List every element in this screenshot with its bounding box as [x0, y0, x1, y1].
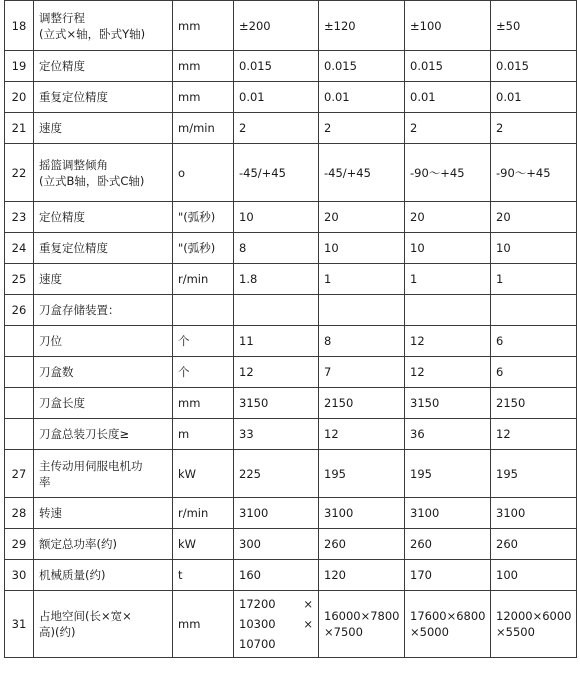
- row-number: 25: [5, 264, 34, 295]
- value-cell: 2150: [319, 388, 405, 419]
- value-cell: 20: [405, 202, 491, 233]
- value-cell: -90～+45: [491, 144, 577, 202]
- value-cell: 195: [405, 450, 491, 498]
- table-row: [5, 560, 577, 591]
- table-row: [5, 295, 577, 326]
- unit: "(弧秒): [173, 233, 234, 264]
- item-name: 刀盒数: [34, 357, 173, 388]
- value-line: 12000×6000: [496, 609, 572, 623]
- value-part: 17200: [239, 597, 276, 611]
- value-cell: 1: [319, 264, 405, 295]
- item-name: 速度: [34, 113, 173, 144]
- value-line: ×5000: [410, 625, 449, 639]
- item-name-line: (立式×轴，卧式Y轴): [39, 26, 146, 41]
- value-cell: 8: [234, 233, 319, 264]
- unit: mm: [173, 1, 234, 51]
- value-cell: 10: [319, 233, 405, 264]
- value-cell: 6: [491, 326, 577, 357]
- value-cell: 12: [234, 357, 319, 388]
- unit: kW: [173, 450, 234, 498]
- unit: mm: [173, 388, 234, 419]
- item-name-line: 高)(约): [39, 625, 76, 639]
- value-cell: 1: [405, 264, 491, 295]
- row-number: [5, 326, 34, 357]
- value-cell: 0.01: [319, 82, 405, 113]
- item-name: 额定总功率(约): [34, 529, 173, 560]
- table-row: [5, 202, 577, 233]
- value-cell: 120: [319, 560, 405, 591]
- value-cell: 100: [491, 560, 577, 591]
- item-name: [34, 1, 173, 51]
- value-cell: 3100: [491, 498, 577, 529]
- item-name: 重复定位精度: [34, 82, 173, 113]
- value-cell: [234, 591, 319, 658]
- row-number: 24: [5, 233, 34, 264]
- value-cell: 8: [319, 326, 405, 357]
- value-part: 10300: [239, 617, 276, 631]
- item-name: [34, 450, 173, 498]
- value-cell: 12: [405, 357, 491, 388]
- value-line: 16000×7800: [324, 609, 400, 623]
- item-name: 刀盒总装刀长度≥: [34, 419, 173, 450]
- value-cell: [319, 295, 405, 326]
- value-cell: -45/+45: [234, 144, 319, 202]
- item-name: 速度: [34, 264, 173, 295]
- value-cell: ±120: [319, 1, 405, 51]
- value-line: [239, 634, 313, 654]
- value-cell: 0.015: [491, 51, 577, 82]
- item-name: 转速: [34, 498, 173, 529]
- value-cell: 2: [319, 113, 405, 144]
- item-name-line: 主传动用伺服电机功: [39, 458, 143, 473]
- table-row: [5, 326, 577, 357]
- value-cell: 3150: [405, 388, 491, 419]
- value-cell: ±100: [405, 1, 491, 51]
- row-number: 30: [5, 560, 34, 591]
- row-number: [5, 419, 34, 450]
- value-part: 10700: [239, 637, 276, 651]
- value-cell: 20: [491, 202, 577, 233]
- unit: o: [173, 144, 234, 202]
- value-cell: [491, 591, 577, 658]
- value-cell: 225: [234, 450, 319, 498]
- value-cell: 260: [491, 529, 577, 560]
- row-number: 21: [5, 113, 34, 144]
- value-cell: 10: [491, 233, 577, 264]
- unit: m/min: [173, 113, 234, 144]
- unit: t: [173, 560, 234, 591]
- value-cell: 195: [491, 450, 577, 498]
- table-row: [5, 529, 577, 560]
- item-name: [34, 144, 173, 202]
- unit: m: [173, 419, 234, 450]
- item-name: [34, 591, 173, 658]
- value-line: [239, 614, 313, 634]
- item-name-line: (立式B轴，卧式C轴): [39, 173, 145, 188]
- row-number: [5, 357, 34, 388]
- unit: kW: [173, 529, 234, 560]
- value-cell: [491, 295, 577, 326]
- value-cell: 2: [491, 113, 577, 144]
- value-cell: -90～+45: [405, 144, 491, 202]
- spec-table-body: [5, 1, 577, 658]
- value-cell: 1: [491, 264, 577, 295]
- value-cell: 170: [405, 560, 491, 591]
- unit: 个: [173, 357, 234, 388]
- value-cell: 20: [319, 202, 405, 233]
- unit: mm: [173, 82, 234, 113]
- value-line: 17600×6800: [410, 609, 486, 623]
- unit: r/min: [173, 264, 234, 295]
- table-row: [5, 357, 577, 388]
- value-cell: ±200: [234, 1, 319, 51]
- item-name: 刀位: [34, 326, 173, 357]
- value-cell: 2: [234, 113, 319, 144]
- value-cell: 33: [234, 419, 319, 450]
- value-line: ×7500: [324, 625, 363, 639]
- value-cell: 195: [319, 450, 405, 498]
- unit: "(弧秒): [173, 202, 234, 233]
- value-cell: 0.01: [405, 82, 491, 113]
- value-cell: 10: [405, 233, 491, 264]
- item-name: 刀盒存储装置：: [34, 295, 173, 326]
- value-cell: [234, 295, 319, 326]
- value-cell: 0.01: [234, 82, 319, 113]
- row-number: 29: [5, 529, 34, 560]
- row-number: 26: [5, 295, 34, 326]
- value-cell: 6: [491, 357, 577, 388]
- value-line: [239, 594, 313, 614]
- value-cell: 3150: [234, 388, 319, 419]
- value-cell: 3100: [234, 498, 319, 529]
- table-row: [5, 1, 577, 51]
- value-cell: 36: [405, 419, 491, 450]
- item-name-line: 率: [39, 474, 51, 489]
- item-name: 机械质量(约): [34, 560, 173, 591]
- unit: [173, 295, 234, 326]
- value-cell: [405, 295, 491, 326]
- item-name: 刀盒长度: [34, 388, 173, 419]
- times-sign: ×: [303, 597, 313, 611]
- table-row: [5, 450, 577, 498]
- row-number: 19: [5, 51, 34, 82]
- value-cell: 3100: [319, 498, 405, 529]
- table-row: [5, 419, 577, 450]
- value-cell: 160: [234, 560, 319, 591]
- unit: r/min: [173, 498, 234, 529]
- value-line: ×5500: [496, 625, 535, 639]
- table-row: [5, 264, 577, 295]
- table-row: [5, 233, 577, 264]
- table-row: [5, 591, 577, 658]
- value-cell: 0.01: [491, 82, 577, 113]
- value-cell: 0.015: [405, 51, 491, 82]
- unit: mm: [173, 51, 234, 82]
- value-cell: 2: [405, 113, 491, 144]
- item-name-line: 调整行程: [39, 10, 85, 25]
- value-cell: 2150: [491, 388, 577, 419]
- value-cell: 11: [234, 326, 319, 357]
- value-cell: 10: [234, 202, 319, 233]
- value-cell: -45/+45: [319, 144, 405, 202]
- value-cell: [319, 591, 405, 658]
- spec-table-sheet: [4, 0, 576, 658]
- value-cell: ±50: [491, 1, 577, 51]
- value-cell: 0.015: [319, 51, 405, 82]
- item-name: 定位精度: [34, 202, 173, 233]
- times-sign: ×: [303, 617, 313, 631]
- item-name-line: 摇篮调整倾角: [39, 157, 108, 172]
- table-row: [5, 82, 577, 113]
- row-number: [5, 388, 34, 419]
- value-cell: 0.015: [234, 51, 319, 82]
- value-cell: 260: [319, 529, 405, 560]
- row-number: 28: [5, 498, 34, 529]
- value-cell: 260: [405, 529, 491, 560]
- value-cell: [405, 591, 491, 658]
- table-row: [5, 388, 577, 419]
- item-name-line: 占地空间(长×宽×: [39, 609, 132, 623]
- row-number: 20: [5, 82, 34, 113]
- item-name: 定位精度: [34, 51, 173, 82]
- table-row: [5, 498, 577, 529]
- unit: 个: [173, 326, 234, 357]
- value-cell: 12: [405, 326, 491, 357]
- unit: mm: [173, 591, 234, 658]
- row-number: 31: [5, 591, 34, 658]
- table-row: [5, 113, 577, 144]
- value-cell: 300: [234, 529, 319, 560]
- item-name: 重复定位精度: [34, 233, 173, 264]
- row-number: 18: [5, 1, 34, 51]
- row-number: 22: [5, 144, 34, 202]
- value-cell: 12: [319, 419, 405, 450]
- spec-table: [4, 0, 577, 658]
- value-cell: 12: [491, 419, 577, 450]
- row-number: 27: [5, 450, 34, 498]
- table-row: [5, 51, 577, 82]
- value-cell: 3100: [405, 498, 491, 529]
- value-cell: 7: [319, 357, 405, 388]
- value-cell: 1.8: [234, 264, 319, 295]
- row-number: 23: [5, 202, 34, 233]
- table-row: [5, 144, 577, 202]
